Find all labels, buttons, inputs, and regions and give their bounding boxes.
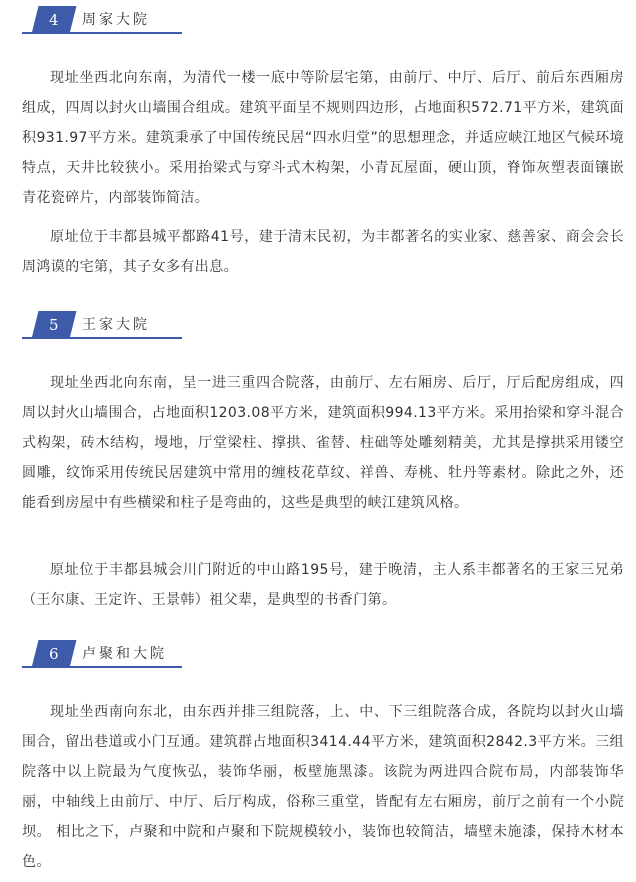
paragraph: 现址坐西南向东北，由东西并排三组院落，上、中、下三组院落合成，各院均以封火山墙围合，留出巷道或小门互通。建筑群占地面积3414.44平方米，建筑面积2842.3平方米。三组院落中以上院最为气度恢弘，装饰华丽，板壁施黑漆。该院为两进四合院布局，内部装饰华丽，中轴线上由前厅、中厅、后厅构成，俗称三重堂，皆配有左右厢房，前厅之前有一个小院坝。 相比之下，卢聚和中院和卢聚和下院规模较小，装饰也较简洁，墙壁未施漆，保持木材本色。 [22, 704, 624, 870]
section-title: 卢聚和大院 [82, 646, 167, 662]
section-title: 王家大院 [82, 317, 150, 333]
paragraph: 现址坐西北向东南，为清代一楼一底中等阶层宅第，由前厅、中厅、后厅、前后东西厢房组成，四周以封火山墙围合组成。建筑平面呈不规则四边形，占地面积572.71平方米，建筑面积931.97平方米。建筑秉承了中国传统民居“四水归堂”的思想理念，并适应峡江地区气候环境特点，天井比较狭小。采用抬梁式与穿斗式木构架，小青瓦屋面，硬山顶，脊饰灰塑表面镶嵌青花瓷碎片，内部装饰简洁。 [22, 70, 624, 206]
section-number: 4 [49, 11, 59, 29]
section-number: 5 [49, 316, 59, 334]
section-number-badge [32, 311, 77, 339]
paragraph: 原址位于丰都县城会川门附近的中山路195号，建于晚清，主人系丰都著名的王家三兄弟（王尔康、王定许、王景韩）祖父辈，是典型的书香门第。 [22, 562, 624, 608]
section-title: 周家大院 [82, 12, 150, 28]
section-number: 6 [49, 645, 59, 663]
paragraph: 现址坐西北向东南，呈一进三重四合院落，由前厅、左右厢房、后厅，厅后配房组成，四周以封火山墙围合，占地面积1203.08平方米，建筑面积994.13平方米。采用抬梁和穿斗混合式构架，砖木结构，墁地，厅堂梁柱、撑拱、雀替、柱础等处雕刻精美，尤其是撑拱采用镂空圆雕，纹饰采用传统民居建筑中常用的缠枝花草纹、祥兽、寿桃、牡丹等素材。除此之外，还能看到房屋中有些横梁和柱子是弯曲的，这些是典型的峡江建筑风格。 [22, 375, 624, 511]
section-number-badge [32, 640, 77, 668]
paragraph: 原址位于丰都县城平都路41号，建于清末民初，为丰都著名的实业家、慈善家、商会会长周鸿谟的宅第，其子女多有出息。 [22, 229, 624, 275]
section-number-badge [32, 6, 77, 34]
